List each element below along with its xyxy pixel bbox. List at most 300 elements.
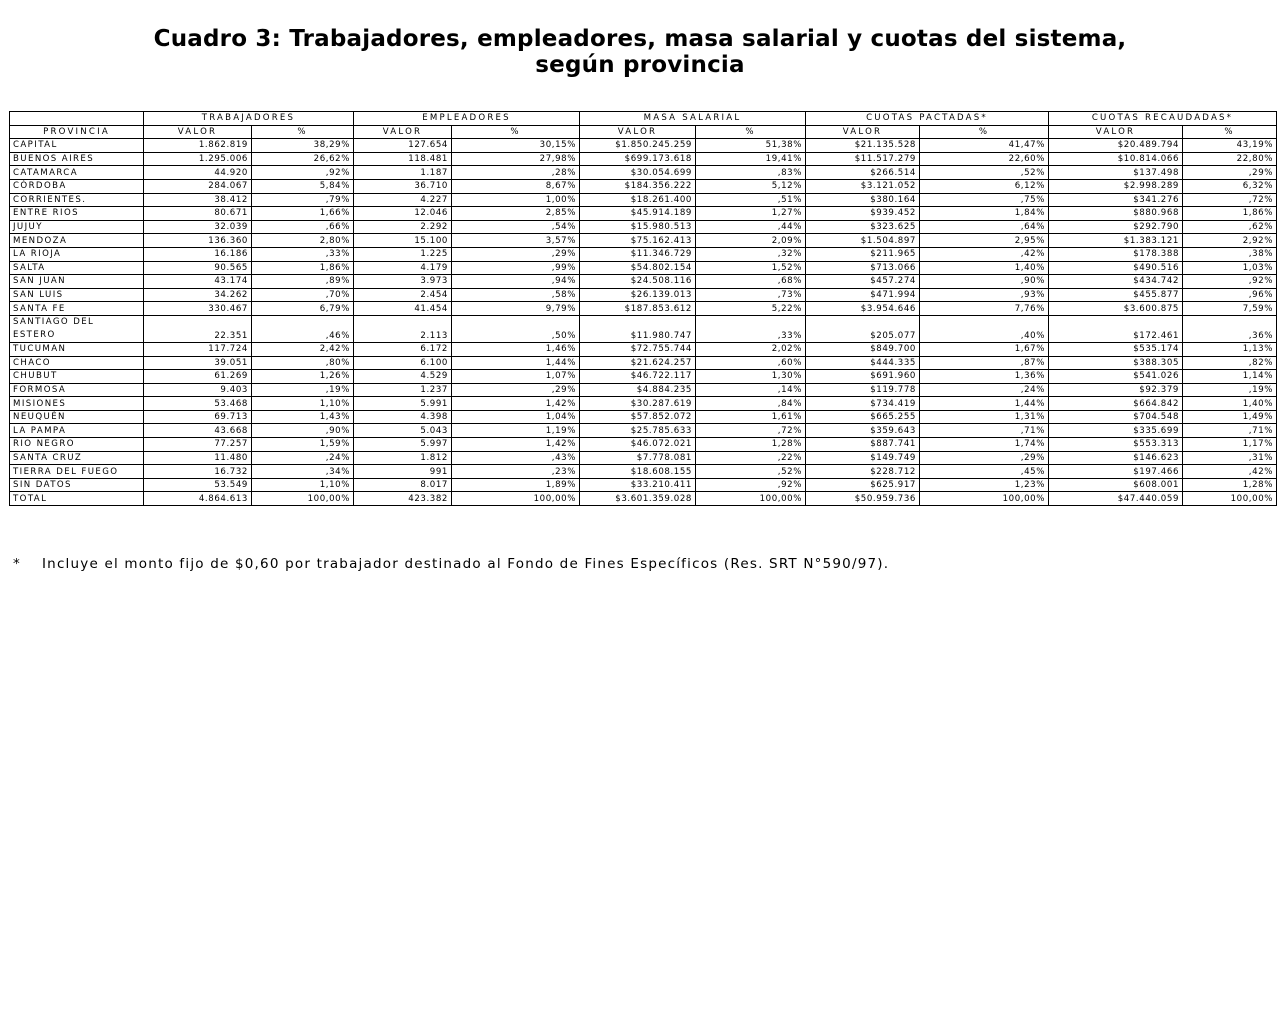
province-name: JUJUY bbox=[10, 220, 144, 234]
table-cell: $184.356.222 bbox=[580, 179, 696, 193]
table-cell: $7.778.081 bbox=[580, 451, 696, 465]
table-cell: ,72% bbox=[1183, 193, 1277, 207]
province-name: RIO NEGRO bbox=[10, 438, 144, 452]
table-cell: 4.864.613 bbox=[144, 492, 252, 506]
province-name: SIN DATOS bbox=[10, 478, 144, 492]
table-cell: 51,38% bbox=[696, 139, 806, 153]
table-cell: ,92% bbox=[696, 478, 806, 492]
table-cell: 1,74% bbox=[920, 438, 1049, 452]
table-cell: ,92% bbox=[252, 166, 354, 180]
table-row bbox=[10, 451, 1277, 465]
table-row bbox=[10, 220, 1277, 234]
table-cell: $45.914.189 bbox=[580, 207, 696, 221]
table-cell: 1,84% bbox=[920, 207, 1049, 221]
table-cell: $178.388 bbox=[1049, 247, 1183, 261]
table-row bbox=[10, 397, 1277, 411]
table-cell: 5,84% bbox=[252, 179, 354, 193]
table-cell: 3.973 bbox=[354, 275, 452, 289]
province-name: CÓRDOBA bbox=[10, 179, 144, 193]
table-cell: $553.313 bbox=[1049, 438, 1183, 452]
table-cell: ,29% bbox=[920, 451, 1049, 465]
table-cell: 41,47% bbox=[920, 139, 1049, 153]
table-cell: 2,80% bbox=[252, 234, 354, 248]
table-cell: 7,59% bbox=[1183, 302, 1277, 316]
table-cell: $1.504.897 bbox=[806, 234, 920, 248]
table-cell: $197.466 bbox=[1049, 465, 1183, 479]
table-cell: $228.712 bbox=[806, 465, 920, 479]
table-cell: ,71% bbox=[1183, 424, 1277, 438]
table-cell: ,22% bbox=[696, 451, 806, 465]
table-row bbox=[10, 152, 1277, 166]
table-cell: 9.403 bbox=[144, 383, 252, 397]
table-cell: ,38% bbox=[1183, 247, 1277, 261]
table-cell: ,29% bbox=[452, 247, 580, 261]
table-cell: 330.467 bbox=[144, 302, 252, 316]
table-cell: 6.172 bbox=[354, 342, 452, 356]
table-cell: 4.398 bbox=[354, 410, 452, 424]
table-cell: $490.516 bbox=[1049, 261, 1183, 275]
table-cell: ,33% bbox=[696, 315, 806, 342]
table-row bbox=[10, 410, 1277, 424]
table-cell: 5,12% bbox=[696, 179, 806, 193]
table-cell: ,42% bbox=[1183, 465, 1277, 479]
table-cell: 1,03% bbox=[1183, 261, 1277, 275]
table-cell: 43.174 bbox=[144, 275, 252, 289]
province-name: SAN LUIS bbox=[10, 288, 144, 302]
table-cell: 53.468 bbox=[144, 397, 252, 411]
table-cell: 1.225 bbox=[354, 247, 452, 261]
table-cell: 12.046 bbox=[354, 207, 452, 221]
table-cell: $704.548 bbox=[1049, 410, 1183, 424]
table-cell: ,94% bbox=[452, 275, 580, 289]
table-cell: 1,59% bbox=[252, 438, 354, 452]
table-cell: 1,10% bbox=[252, 478, 354, 492]
table-cell: $3.954.646 bbox=[806, 302, 920, 316]
table-cell: ,19% bbox=[1183, 383, 1277, 397]
province-name: SALTA bbox=[10, 261, 144, 275]
table-cell: ,70% bbox=[252, 288, 354, 302]
table-cell: 22,80% bbox=[1183, 152, 1277, 166]
table-cell: $713.066 bbox=[806, 261, 920, 275]
table-cell: ,64% bbox=[920, 220, 1049, 234]
table-cell: $15.980.513 bbox=[580, 220, 696, 234]
table-cell: ,72% bbox=[696, 424, 806, 438]
table-cell: 1,86% bbox=[252, 261, 354, 275]
province-name: CORRIENTES. bbox=[10, 193, 144, 207]
table-cell: ,34% bbox=[252, 465, 354, 479]
table-cell: 38,29% bbox=[252, 139, 354, 153]
province-name: FORMOSA bbox=[10, 383, 144, 397]
table-cell: $25.785.633 bbox=[580, 424, 696, 438]
table-cell: 9,79% bbox=[452, 302, 580, 316]
table-cell: 100,00% bbox=[452, 492, 580, 506]
province-name: SANTA FE bbox=[10, 302, 144, 316]
table-cell: 36.710 bbox=[354, 179, 452, 193]
table-cell: ,68% bbox=[696, 275, 806, 289]
table-cell: 6,32% bbox=[1183, 179, 1277, 193]
table-cell: 1,19% bbox=[452, 424, 580, 438]
table-cell: $535.174 bbox=[1049, 342, 1183, 356]
table-cell: 100,00% bbox=[920, 492, 1049, 506]
table-cell: $292.790 bbox=[1049, 220, 1183, 234]
table-cell: ,93% bbox=[920, 288, 1049, 302]
table-cell: ,84% bbox=[696, 397, 806, 411]
table-cell: 19,41% bbox=[696, 152, 806, 166]
table-cell: $146.623 bbox=[1049, 451, 1183, 465]
table-cell: $50.959.736 bbox=[806, 492, 920, 506]
table-cell: ,29% bbox=[452, 383, 580, 397]
table-cell: ,14% bbox=[696, 383, 806, 397]
province-name: MISIONES bbox=[10, 397, 144, 411]
table-cell: $455.877 bbox=[1049, 288, 1183, 302]
table-cell: $608.001 bbox=[1049, 478, 1183, 492]
table-cell: $3.600.875 bbox=[1049, 302, 1183, 316]
table-cell: $849.700 bbox=[806, 342, 920, 356]
table-cell: ,24% bbox=[920, 383, 1049, 397]
table-cell: 41.454 bbox=[354, 302, 452, 316]
table-cell: 1,36% bbox=[920, 370, 1049, 384]
table-cell: 1,27% bbox=[696, 207, 806, 221]
table-cell: ,51% bbox=[696, 193, 806, 207]
table-cell: ,24% bbox=[252, 451, 354, 465]
table-cell: 8.017 bbox=[354, 478, 452, 492]
table-cell: 1.812 bbox=[354, 451, 452, 465]
table-cell: $47.440.059 bbox=[1049, 492, 1183, 506]
table-cell: 1,26% bbox=[252, 370, 354, 384]
header-percent: % bbox=[920, 125, 1049, 139]
table-cell: 1,52% bbox=[696, 261, 806, 275]
table-cell: $341.276 bbox=[1049, 193, 1183, 207]
table-row bbox=[10, 166, 1277, 180]
header-cuotas-pactadas: CUOTAS PACTADAS* bbox=[806, 112, 1049, 126]
table-cell: 1,67% bbox=[920, 342, 1049, 356]
table-cell: ,82% bbox=[1183, 356, 1277, 370]
table-cell: 1,14% bbox=[1183, 370, 1277, 384]
table-cell: $187.853.612 bbox=[580, 302, 696, 316]
table-cell: 100,00% bbox=[1183, 492, 1277, 506]
table-cell: $625.917 bbox=[806, 478, 920, 492]
table-cell: 44.920 bbox=[144, 166, 252, 180]
table-cell: ,46% bbox=[252, 315, 354, 342]
table-cell: 423.382 bbox=[354, 492, 452, 506]
table-row bbox=[10, 370, 1277, 384]
table-row bbox=[10, 139, 1277, 153]
table-cell: 1,86% bbox=[1183, 207, 1277, 221]
table-cell: $691.960 bbox=[806, 370, 920, 384]
table-cell: ,50% bbox=[452, 315, 580, 342]
table-cell: 1,23% bbox=[920, 478, 1049, 492]
table-cell: $205.077 bbox=[806, 315, 920, 342]
header-masa-salarial: MASA SALARIAL bbox=[580, 112, 806, 126]
table-cell: $54.802.154 bbox=[580, 261, 696, 275]
table-cell: 1,00% bbox=[452, 193, 580, 207]
table-cell: ,90% bbox=[252, 424, 354, 438]
table-cell: 8,67% bbox=[452, 179, 580, 193]
table-cell: $26.139.013 bbox=[580, 288, 696, 302]
province-name: ENTRE RIOS bbox=[10, 207, 144, 221]
province-name: TOTAL bbox=[10, 492, 144, 506]
table-cell: ,66% bbox=[252, 220, 354, 234]
table-cell: $119.778 bbox=[806, 383, 920, 397]
province-name: LA PAMPA bbox=[10, 424, 144, 438]
table-row bbox=[10, 179, 1277, 193]
table-cell: 1,66% bbox=[252, 207, 354, 221]
table-cell: $4.884.235 bbox=[580, 383, 696, 397]
table-row bbox=[10, 356, 1277, 370]
table-cell: $149.749 bbox=[806, 451, 920, 465]
sub-header-row bbox=[10, 125, 1277, 139]
table-cell: $266.514 bbox=[806, 166, 920, 180]
table-cell: ,45% bbox=[920, 465, 1049, 479]
table-cell: $1.850.245.259 bbox=[580, 139, 696, 153]
table-cell: ,90% bbox=[920, 275, 1049, 289]
province-name: SANTA CRUZ bbox=[10, 451, 144, 465]
table-cell: 1,17% bbox=[1183, 438, 1277, 452]
header-trabajadores: TRABAJADORES bbox=[144, 112, 354, 126]
table-cell: 6,79% bbox=[252, 302, 354, 316]
table-cell: ,58% bbox=[452, 288, 580, 302]
table-row bbox=[10, 465, 1277, 479]
table-cell: 284.067 bbox=[144, 179, 252, 193]
table-cell: $72.755.744 bbox=[580, 342, 696, 356]
table-cell: 2.113 bbox=[354, 315, 452, 342]
province-name: SAN JUAN bbox=[10, 275, 144, 289]
table-cell: ,75% bbox=[920, 193, 1049, 207]
table-cell: 127.654 bbox=[354, 139, 452, 153]
table-cell: 2,95% bbox=[920, 234, 1049, 248]
table-row bbox=[10, 438, 1277, 452]
table-cell: 5.997 bbox=[354, 438, 452, 452]
table-cell: ,36% bbox=[1183, 315, 1277, 342]
group-header-row bbox=[10, 112, 1277, 126]
table-cell: ,19% bbox=[252, 383, 354, 397]
table-cell: 26,62% bbox=[252, 152, 354, 166]
table-cell: 1,43% bbox=[252, 410, 354, 424]
table-cell: 34.262 bbox=[144, 288, 252, 302]
province-name: CATAMARCA bbox=[10, 166, 144, 180]
table-cell: 1.237 bbox=[354, 383, 452, 397]
table-cell: 100,00% bbox=[696, 492, 806, 506]
header-percent: % bbox=[1183, 125, 1277, 139]
table-cell: 3,57% bbox=[452, 234, 580, 248]
table-cell: $665.255 bbox=[806, 410, 920, 424]
table-cell: 2,85% bbox=[452, 207, 580, 221]
table-cell: 30,15% bbox=[452, 139, 580, 153]
header-valor: VALOR bbox=[806, 125, 920, 139]
table-cell: $30.287.619 bbox=[580, 397, 696, 411]
table-cell: 1,28% bbox=[1183, 478, 1277, 492]
table-cell: ,29% bbox=[1183, 166, 1277, 180]
table-cell: ,23% bbox=[452, 465, 580, 479]
table-row bbox=[10, 247, 1277, 261]
table-cell: 69.713 bbox=[144, 410, 252, 424]
table-cell: ,28% bbox=[452, 166, 580, 180]
table-cell: $3.121.052 bbox=[806, 179, 920, 193]
table-cell: $335.699 bbox=[1049, 424, 1183, 438]
table-cell: 1,46% bbox=[452, 342, 580, 356]
table-body bbox=[10, 139, 1277, 506]
table-cell: 2,09% bbox=[696, 234, 806, 248]
table-cell: $699.173.618 bbox=[580, 152, 696, 166]
province-name: CAPITAL bbox=[10, 139, 144, 153]
table-cell: 2.454 bbox=[354, 288, 452, 302]
table-cell: 4.179 bbox=[354, 261, 452, 275]
table-row bbox=[10, 478, 1277, 492]
table-cell: 1,30% bbox=[696, 370, 806, 384]
header-valor: VALOR bbox=[144, 125, 252, 139]
table-cell: 80.671 bbox=[144, 207, 252, 221]
table-cell: 16.186 bbox=[144, 247, 252, 261]
table-cell: $30.054.699 bbox=[580, 166, 696, 180]
table-cell: $11.980.747 bbox=[580, 315, 696, 342]
table-cell: 43,19% bbox=[1183, 139, 1277, 153]
table-cell: 1,44% bbox=[920, 397, 1049, 411]
table-cell: 38.412 bbox=[144, 193, 252, 207]
table-cell: 1,42% bbox=[452, 438, 580, 452]
table-row bbox=[10, 342, 1277, 356]
table-cell: 1,40% bbox=[1183, 397, 1277, 411]
footnote-marker: * bbox=[13, 556, 21, 572]
table-cell: 2,92% bbox=[1183, 234, 1277, 248]
table-cell: $734.419 bbox=[806, 397, 920, 411]
table-cell: 22,60% bbox=[920, 152, 1049, 166]
table-cell: 39.051 bbox=[144, 356, 252, 370]
table-cell: 1,28% bbox=[696, 438, 806, 452]
header-percent: % bbox=[252, 125, 354, 139]
table-cell: 1,10% bbox=[252, 397, 354, 411]
table-cell: 991 bbox=[354, 465, 452, 479]
table-cell: ,33% bbox=[252, 247, 354, 261]
table-cell: ,52% bbox=[920, 166, 1049, 180]
table-cell: 22.351 bbox=[144, 315, 252, 342]
table-cell: $24.508.116 bbox=[580, 275, 696, 289]
table-cell: $18.261.400 bbox=[580, 193, 696, 207]
table-cell: 1,07% bbox=[452, 370, 580, 384]
table-cell: ,32% bbox=[696, 247, 806, 261]
table-cell: 4.529 bbox=[354, 370, 452, 384]
table-cell: 1.187 bbox=[354, 166, 452, 180]
province-name: BUENOS AIRES bbox=[10, 152, 144, 166]
table-row bbox=[10, 492, 1277, 506]
table-cell: $3.601.359.028 bbox=[580, 492, 696, 506]
table-cell: $457.274 bbox=[806, 275, 920, 289]
table-row bbox=[10, 234, 1277, 248]
table-cell: $939.452 bbox=[806, 207, 920, 221]
header-percent: % bbox=[452, 125, 580, 139]
title-line-1: Cuadro 3: Trabajadores, empleadores, masa salarial y cuotas del sistema, bbox=[153, 26, 1127, 52]
table-cell: 7,76% bbox=[920, 302, 1049, 316]
header-provincia: PROVINCIA bbox=[10, 125, 144, 139]
table-cell: $2.998.289 bbox=[1049, 179, 1183, 193]
table-cell: 5.991 bbox=[354, 397, 452, 411]
table-row bbox=[10, 275, 1277, 289]
table-cell: ,96% bbox=[1183, 288, 1277, 302]
table-cell: 1,44% bbox=[452, 356, 580, 370]
table-cell: 11.480 bbox=[144, 451, 252, 465]
table-cell: $92.379 bbox=[1049, 383, 1183, 397]
table-cell: ,44% bbox=[696, 220, 806, 234]
table-cell: ,80% bbox=[252, 356, 354, 370]
table-cell: 1.295.006 bbox=[144, 152, 252, 166]
table-cell: 1,42% bbox=[452, 397, 580, 411]
table-cell: 1,61% bbox=[696, 410, 806, 424]
header-cuotas-recaudadas: CUOTAS RECAUDADAS* bbox=[1049, 112, 1277, 126]
table-cell: $172.461 bbox=[1049, 315, 1183, 342]
table-cell: $880.968 bbox=[1049, 207, 1183, 221]
province-name: SANTIAGO DEL ESTERO bbox=[10, 315, 144, 342]
table-cell: 6,12% bbox=[920, 179, 1049, 193]
table-row bbox=[10, 193, 1277, 207]
header-blank bbox=[10, 112, 144, 126]
provinces-table bbox=[9, 111, 1277, 506]
table-cell: $10.814.066 bbox=[1049, 152, 1183, 166]
table-cell: $1.383.121 bbox=[1049, 234, 1183, 248]
table-cell: $137.498 bbox=[1049, 166, 1183, 180]
table-cell: $75.162.413 bbox=[580, 234, 696, 248]
header-valor: VALOR bbox=[580, 125, 696, 139]
table-cell: 117.724 bbox=[144, 342, 252, 356]
table-cell: $434.742 bbox=[1049, 275, 1183, 289]
table-cell: $471.994 bbox=[806, 288, 920, 302]
table-cell: ,83% bbox=[696, 166, 806, 180]
table-cell: 136.360 bbox=[144, 234, 252, 248]
table-row bbox=[10, 302, 1277, 316]
footnote-text: Incluye el monto fijo de $0,60 por trabajador destinado al Fondo de Fines Específicos (Res. SRT N°590/97). bbox=[42, 556, 890, 572]
header-empleadores: EMPLEADORES bbox=[354, 112, 580, 126]
table-row bbox=[10, 424, 1277, 438]
table-cell: $323.625 bbox=[806, 220, 920, 234]
table-row bbox=[10, 261, 1277, 275]
table-cell: ,31% bbox=[1183, 451, 1277, 465]
table-cell: 5,22% bbox=[696, 302, 806, 316]
table-row bbox=[10, 383, 1277, 397]
table-cell: $20.489.794 bbox=[1049, 139, 1183, 153]
table-cell: 1,49% bbox=[1183, 410, 1277, 424]
table-row bbox=[10, 315, 1277, 342]
table-cell: 43.668 bbox=[144, 424, 252, 438]
table-cell: 61.269 bbox=[144, 370, 252, 384]
table-cell: ,92% bbox=[1183, 275, 1277, 289]
table-cell: $18.608.155 bbox=[580, 465, 696, 479]
table-cell: 6.100 bbox=[354, 356, 452, 370]
table-cell: 1,31% bbox=[920, 410, 1049, 424]
table-row bbox=[10, 288, 1277, 302]
table-cell: 15.100 bbox=[354, 234, 452, 248]
table-cell: 27,98% bbox=[452, 152, 580, 166]
table-cell: $33.210.411 bbox=[580, 478, 696, 492]
table-cell: 118.481 bbox=[354, 152, 452, 166]
table-cell: 1,40% bbox=[920, 261, 1049, 275]
table-cell: $211.965 bbox=[806, 247, 920, 261]
table-cell: ,54% bbox=[452, 220, 580, 234]
table-cell: ,42% bbox=[920, 247, 1049, 261]
province-name: LA RIOJA bbox=[10, 247, 144, 261]
table-title bbox=[0, 26, 1280, 78]
table-cell: $444.335 bbox=[806, 356, 920, 370]
table-cell: 5.043 bbox=[354, 424, 452, 438]
table-cell: ,60% bbox=[696, 356, 806, 370]
table-cell: 4.227 bbox=[354, 193, 452, 207]
table-cell: 1,13% bbox=[1183, 342, 1277, 356]
table-cell: $11.346.729 bbox=[580, 247, 696, 261]
table-cell: 16.732 bbox=[144, 465, 252, 479]
table-row bbox=[10, 207, 1277, 221]
table-cell: 90.565 bbox=[144, 261, 252, 275]
province-name: TIERRA DEL FUEGO bbox=[10, 465, 144, 479]
table-cell: 32.039 bbox=[144, 220, 252, 234]
table-cell: ,89% bbox=[252, 275, 354, 289]
header-valor: VALOR bbox=[354, 125, 452, 139]
